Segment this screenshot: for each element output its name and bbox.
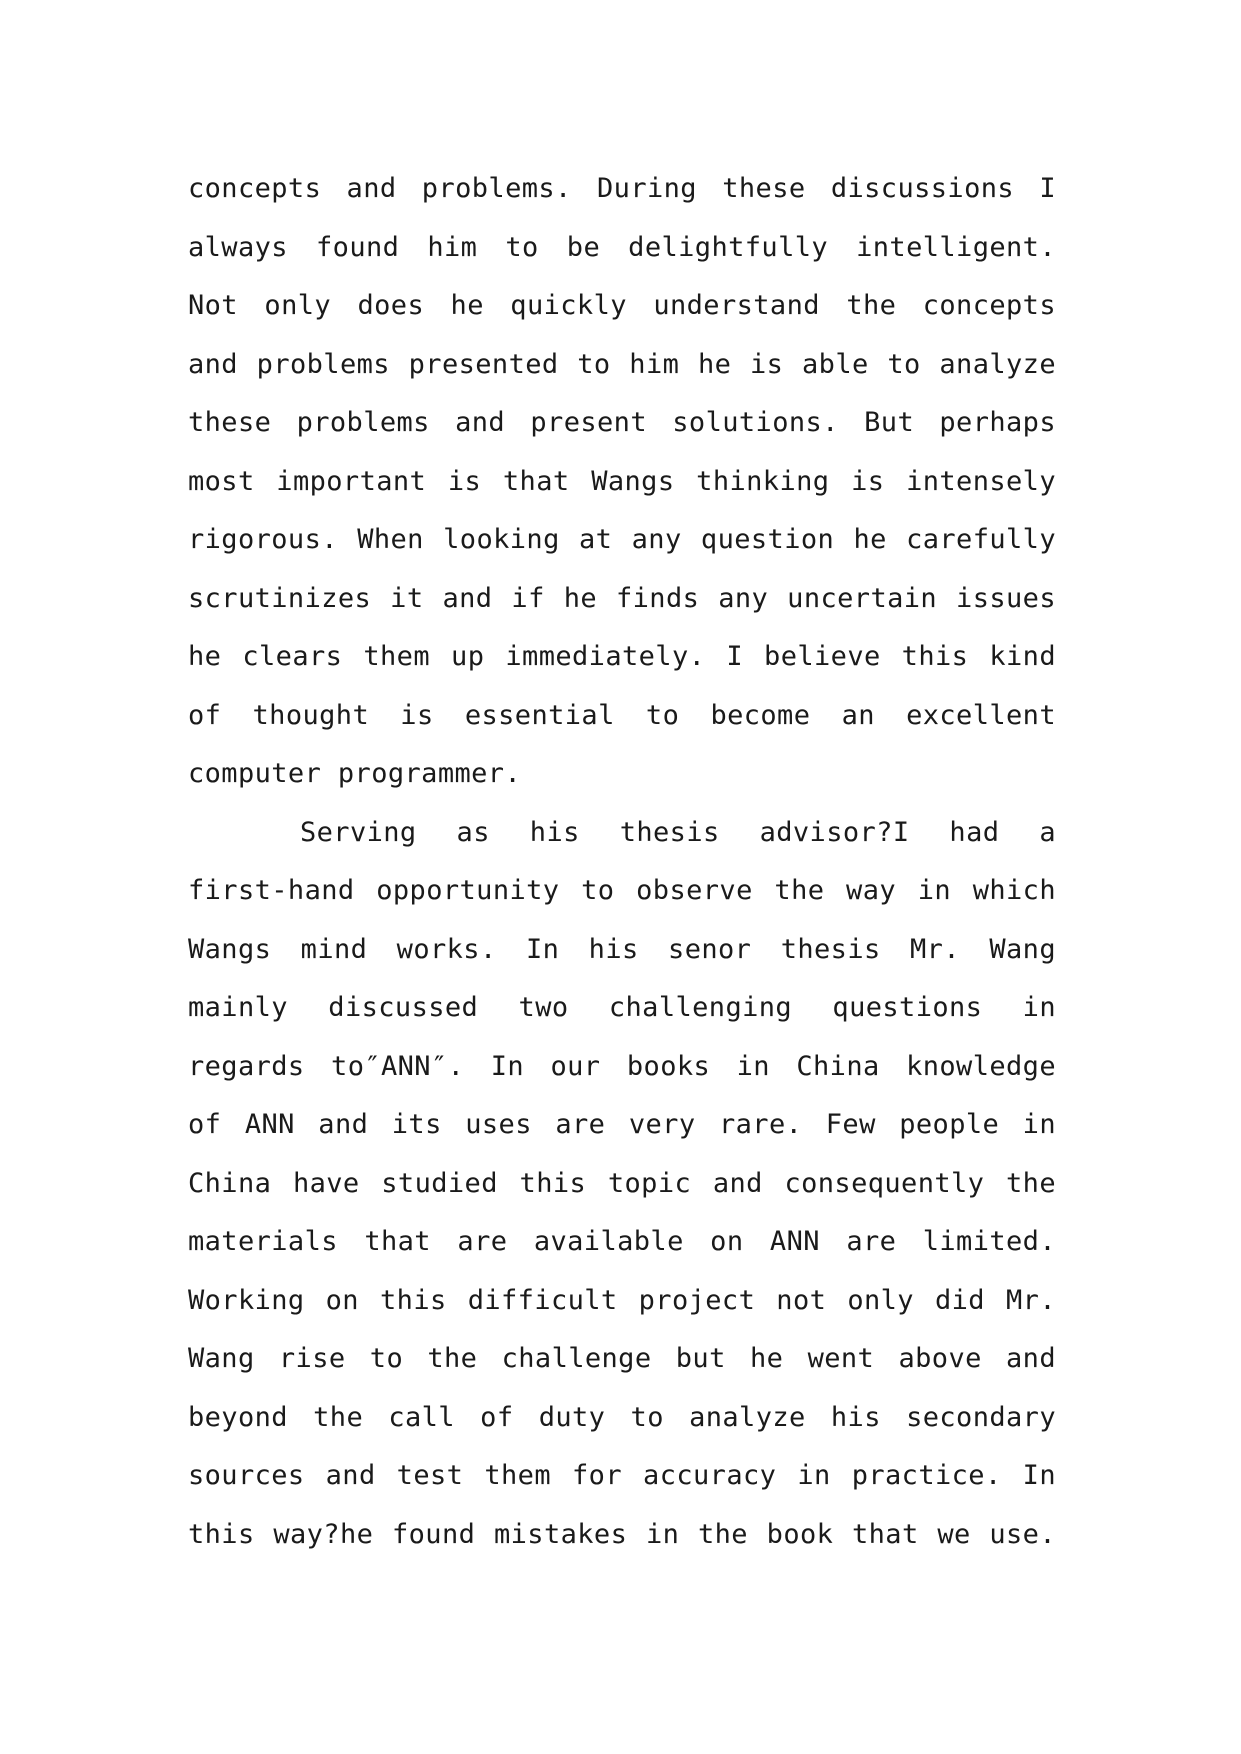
- text-line: regards to″ANN″. In our books in China knowledge: [188, 1050, 1056, 1082]
- body-text: [188, 160, 1056, 1564]
- text-line: Working on this difficult project not only did Mr.: [188, 1284, 1056, 1316]
- text-line: of ANN and its uses are very rare. Few people in: [188, 1109, 1056, 1140]
- text-line: China have studied this topic and consequently the: [188, 1167, 1056, 1199]
- text-line: always found him to be delightfully intelligent.: [188, 231, 1056, 263]
- text-line: mainly discussed two challenging questions in: [188, 992, 1056, 1023]
- text-line: beyond the call of duty to analyze his secondary: [188, 1401, 1056, 1433]
- text-line: scrutinizes it and if he finds any uncertain issues: [188, 582, 1056, 614]
- text-line: Wangs mind works. In his senor thesis Mr. Wang: [188, 933, 1056, 965]
- text-line: Not only does he quickly understand the concepts: [188, 290, 1056, 321]
- text-line: sources and test them for accuracy in practice. In: [188, 1460, 1056, 1491]
- text-line: this way?he found mistakes in the book that we use.: [188, 1518, 1056, 1550]
- text-line: concepts and problems. During these discussions I: [188, 173, 1056, 204]
- text-line: first-hand opportunity to observe the way in which: [188, 875, 1056, 906]
- text-line: of thought is essential to become an excellent: [188, 699, 1056, 731]
- text-line: materials that are available on ANN are limited.: [188, 1226, 1056, 1257]
- text-line: he clears them up immediately. I believe this kind: [188, 641, 1056, 672]
- text-line: Wang rise to the challenge but he went above and: [188, 1343, 1056, 1374]
- text-line: these problems and present solutions. But perhaps: [188, 407, 1056, 438]
- text-line: rigorous. When looking at any question he carefully: [188, 524, 1056, 555]
- text-line: and problems presented to him he is able to analyze: [188, 348, 1056, 380]
- paragraph-end-line: computer programmer.: [188, 758, 522, 789]
- text-line: most important is that Wangs thinking is intensely: [188, 465, 1056, 497]
- paragraph-start-line: Serving as his thesis advisor?I had a: [300, 816, 1056, 848]
